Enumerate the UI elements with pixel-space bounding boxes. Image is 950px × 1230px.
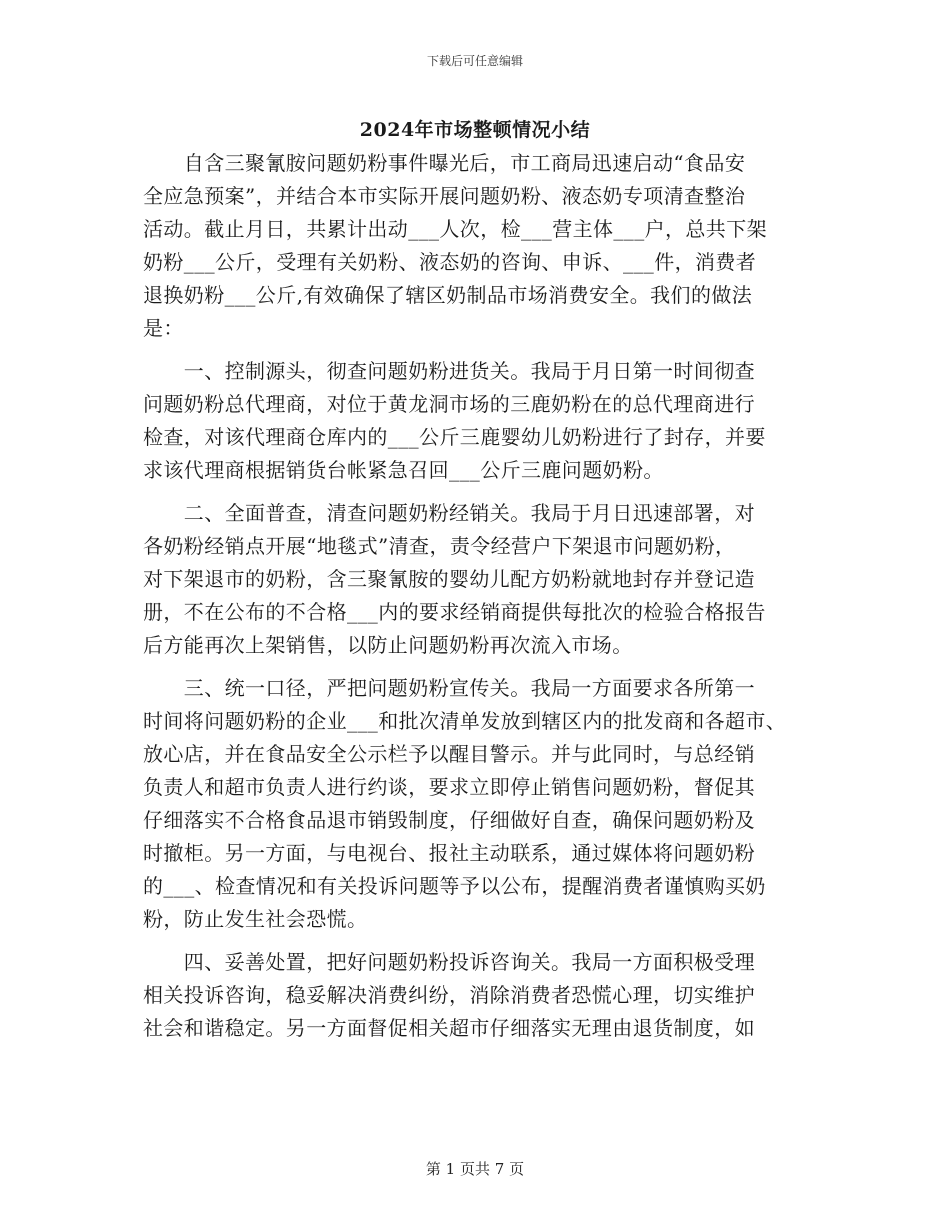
paragraph-line: 社会和谐稳定。另一方面督促相关超市仔细落实无理由退货制度，如 (143, 1016, 755, 1040)
paragraph-line: 奶粉___公斤，受理有关奶粉、液态奶的咨询、申诉、___件，消费者 (143, 250, 757, 274)
paragraph-gap (143, 936, 803, 946)
paragraph-line: 检查，对该代理商仓库内的___公斤三鹿婴幼儿奶粉进行了封存，并要 (143, 425, 766, 449)
paragraph (143, 355, 803, 487)
paragraph-line: 一、控制源头，彻查问题奶粉进货关。我局于月日第一时间彻查 (143, 359, 755, 383)
paragraph (143, 672, 803, 936)
paragraph (143, 147, 803, 345)
document-title: 2024年市场整顿情况小结 (359, 119, 591, 141)
paragraph-line: 是： (143, 316, 184, 340)
paragraph-line: 册，不在公布的不合格___内的要求经销商提供每批次的检验合格报告 (143, 600, 766, 624)
paragraph-line: 放心店，并在食品安全公示栏予以醒目警示。并与此同时，与总经销 (143, 742, 755, 766)
paragraph-line: 问题奶粉总代理商，对位于黄龙洞市场的三鹿奶粉在的总代理商进行 (143, 392, 755, 416)
paragraph-line: 时间将问题奶粉的企业___和批次清单发放到辖区内的批发商和各超市、 (143, 709, 787, 733)
paragraph-line: 求该代理商根据销货台帐紧急召回___公斤三鹿问题奶粉。 (143, 458, 664, 482)
paragraph-line: 负责人和超市负责人进行约谈，要求立即停止销售问题奶粉，督促其 (143, 775, 755, 799)
paragraph-line: 的___、检查情况和有关投诉问题等予以公布，提醒消费者谨慎购买奶 (143, 874, 766, 898)
paragraph-gap (143, 487, 803, 497)
paragraph-line: 四、妥善处置，把好问题奶粉投诉咨询关。我局一方面积极受理 (143, 950, 755, 974)
paragraph (143, 946, 803, 1045)
header-note: 下载后可任意编辑 (426, 54, 523, 68)
paragraph-line: 全应急预案”，并结合本市实际开展问题奶粉、液态奶专项清查整治 (143, 184, 746, 208)
paragraph-line: 各奶粉经销点开展“地毯式”清查，责令经营户下架退市问题奶粉， (143, 534, 736, 558)
paragraph-line: 后方能再次上架销售，以防止问题奶粉再次流入市场。 (143, 633, 633, 657)
paragraph-line: 自含三聚氰胺问题奶粉事件曝光后，市工商局迅速启动“食品安 (143, 151, 746, 175)
document-body (143, 147, 803, 1045)
paragraph-line: 对下架退市的奶粉，含三聚氰胺的婴幼儿配方奶粉就地封存并登记造 (143, 567, 755, 591)
paragraph-line: 仔细落实不合格食品退市销毁制度，仔细做好自查，确保问题奶粉及 (143, 808, 755, 832)
paragraph-line: 退换奶粉___公斤,有效确保了辖区奶制品市场消费安全。我们的做法 (143, 283, 753, 307)
paragraph-line: 二、全面普查，清查问题奶粉经销关。我局于月日迅速部署，对 (143, 501, 755, 525)
paragraph-gap (143, 345, 803, 355)
paragraph-line: 三、统一口径，严把问题奶粉宣传关。我局一方面要求各所第一 (143, 676, 755, 700)
paragraph (143, 497, 803, 662)
paragraph-line: 活动。截止月日，共累计出动___人次，检___营主体___户，总共下架 (143, 217, 767, 241)
paragraph-gap (143, 662, 803, 672)
paragraph-line: 时撤柜。另一方面，与电视台、报社主动联系，通过媒体将问题奶粉 (143, 841, 755, 865)
page-footer: 第 1 页共 7 页 (425, 1160, 525, 1178)
paragraph-line: 相关投诉咨询，稳妥解决消费纠纷，消除消费者恐慌心理，切实维护 (143, 983, 755, 1007)
paragraph-line: 粉，防止发生社会恐慌。 (143, 907, 368, 931)
